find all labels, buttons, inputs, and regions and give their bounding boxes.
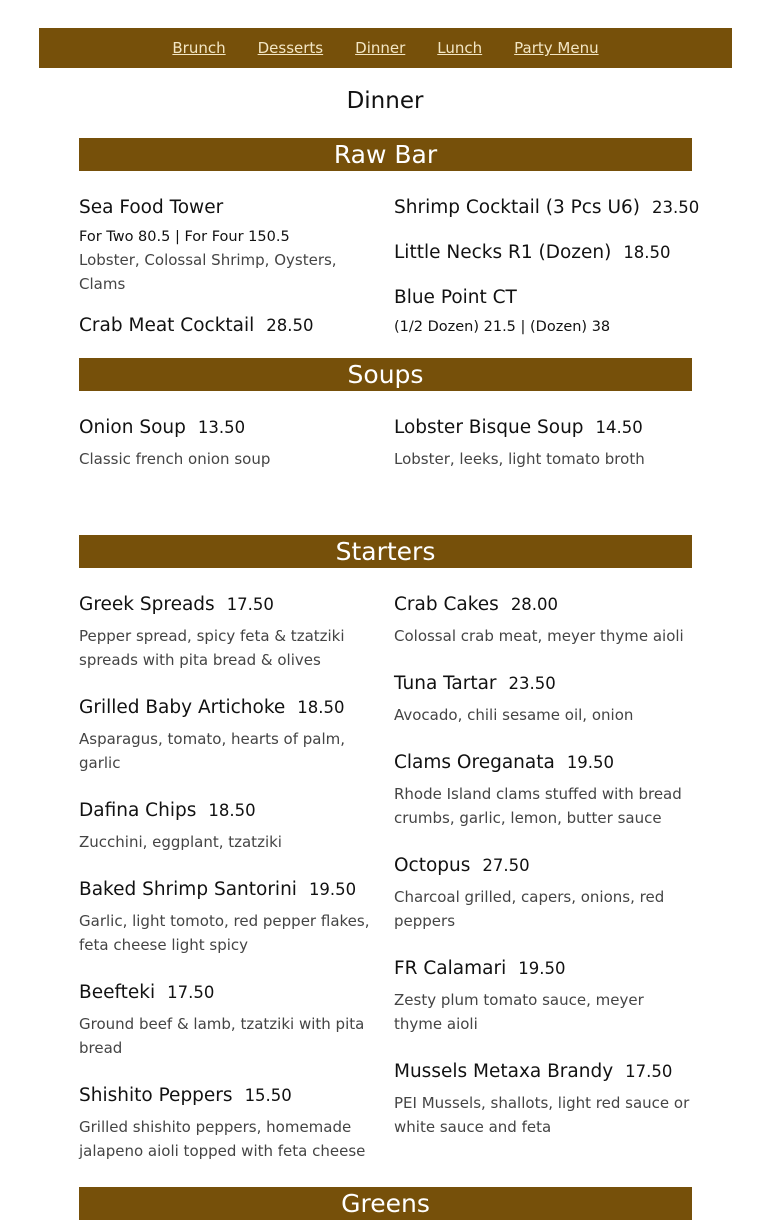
menu-item (79, 878, 379, 957)
menu-item (79, 196, 379, 296)
item-price: 19.50 (566, 753, 615, 772)
item-sizes: (1/2 Dozen) 21.5 | (Dozen) 38 (394, 319, 611, 335)
item-description: Colossal crab meat, meyer thyme aioli (394, 627, 684, 645)
section-header-greens: Greens (79, 1187, 692, 1220)
item-price: 13.50 (197, 418, 246, 437)
menu-item (394, 751, 694, 830)
item-description: Rhode Island clams stuffed with bread crumbs, garlic, lemon, butter sauce (394, 785, 682, 827)
item-name: Octopus (394, 855, 471, 876)
menu-item (79, 696, 379, 775)
item-price: 17.50 (167, 983, 215, 1002)
menu-item (79, 799, 379, 854)
item-price: 28.50 (266, 316, 314, 335)
item-price: 23.50 (508, 674, 556, 693)
menu-item (79, 314, 379, 338)
item-description: Zucchini, eggplant, tzatziki (79, 833, 282, 851)
item-name: Onion Soup (79, 417, 186, 438)
item-name: Shrimp Cocktail (3 Pcs U6) (394, 197, 640, 218)
item-description: Classic french onion soup (79, 450, 271, 468)
item-description: Grilled shishito peppers, homemade jalapeno aioli topped with feta cheese (79, 1118, 366, 1160)
section-header-raw-bar: Raw Bar (79, 138, 692, 171)
menu-item (394, 286, 694, 338)
top-nav (39, 28, 732, 68)
item-name: Sea Food Tower (79, 197, 224, 218)
menu-item (394, 196, 700, 220)
item-name: Baked Shrimp Santorini (79, 879, 297, 900)
item-name: Beefteki (79, 982, 156, 1003)
item-name: Mussels Metaxa Brandy (394, 1061, 614, 1082)
item-name: Grilled Baby Artichoke (79, 697, 286, 718)
item-description: Charcoal grilled, capers, onions, red peppers (394, 888, 665, 930)
item-price: 19.50 (518, 959, 566, 978)
menu-item (394, 1060, 694, 1139)
item-description: Garlic, light tomoto, red pepper flakes, feta cheese light spicy (79, 912, 370, 954)
page-title: Dinner (346, 88, 424, 114)
menu-item (394, 416, 694, 471)
item-name: Crab Meat Cocktail (79, 315, 255, 336)
item-name: Blue Point CT (394, 287, 517, 308)
item-price: 18.50 (208, 801, 256, 820)
item-price: 23.50 (651, 198, 700, 217)
menu-item (394, 593, 694, 648)
item-name: Dafina Chips (79, 800, 197, 821)
nav-link-lunch[interactable]: Lunch (437, 39, 483, 57)
item-price: 15.50 (244, 1086, 292, 1105)
menu-item (79, 981, 379, 1060)
item-name: FR Calamari (394, 958, 507, 979)
item-description: Pepper spread, spicy feta & tzatziki spreads with pita bread & olives (79, 627, 345, 669)
section-header-soups: Soups (79, 358, 692, 391)
menu-item (394, 957, 694, 1036)
item-name: Clams Oreganata (394, 752, 555, 773)
menu-item (79, 416, 379, 471)
item-price: 17.50 (625, 1062, 673, 1081)
item-price: 18.50 (297, 698, 345, 717)
item-name: Tuna Tartar (394, 673, 497, 694)
item-name: Lobster Bisque Soup (394, 417, 584, 438)
item-price: 27.50 (482, 856, 530, 875)
item-description: Lobster, Colossal Shrimp, Oysters, Clams (79, 251, 337, 293)
item-name: Crab Cakes (394, 594, 499, 615)
item-description: PEI Mussels, shallots, light red sauce or white sauce and feta (394, 1094, 690, 1136)
nav-link-party-menu[interactable]: Party Menu (514, 39, 599, 57)
item-description: Zesty plum tomato sauce, meyer thyme aioli (394, 991, 644, 1033)
item-description: Asparagus, tomato, hearts of palm, garlic (79, 730, 346, 772)
item-description: Avocado, chili sesame oil, onion (394, 706, 634, 724)
nav-link-brunch[interactable]: Brunch (172, 39, 226, 57)
item-price: 19.50 (308, 880, 357, 899)
nav-link-desserts[interactable]: Desserts (257, 39, 324, 57)
item-name: Little Necks R1 (Dozen) (394, 242, 612, 263)
item-description: Ground beef & lamb, tzatziki with pita bread (79, 1015, 365, 1057)
item-name: Greek Spreads (79, 594, 215, 615)
section-header-starters: Starters (79, 535, 692, 568)
item-sizes: For Two 80.5 | For Four 150.5 (79, 229, 290, 245)
item-name: Shishito Peppers (79, 1085, 233, 1106)
item-price: 17.50 (226, 595, 274, 614)
menu-item (79, 593, 379, 672)
item-description: Lobster, leeks, light tomato broth (394, 450, 645, 468)
nav-link-dinner[interactable]: Dinner (355, 39, 406, 57)
menu-item (79, 1084, 379, 1163)
menu-item (394, 672, 694, 727)
item-price: 14.50 (595, 418, 643, 437)
menu-item (394, 241, 694, 265)
item-price: 28.00 (510, 595, 559, 614)
item-price: 18.50 (623, 243, 671, 262)
menu-item (394, 854, 694, 933)
